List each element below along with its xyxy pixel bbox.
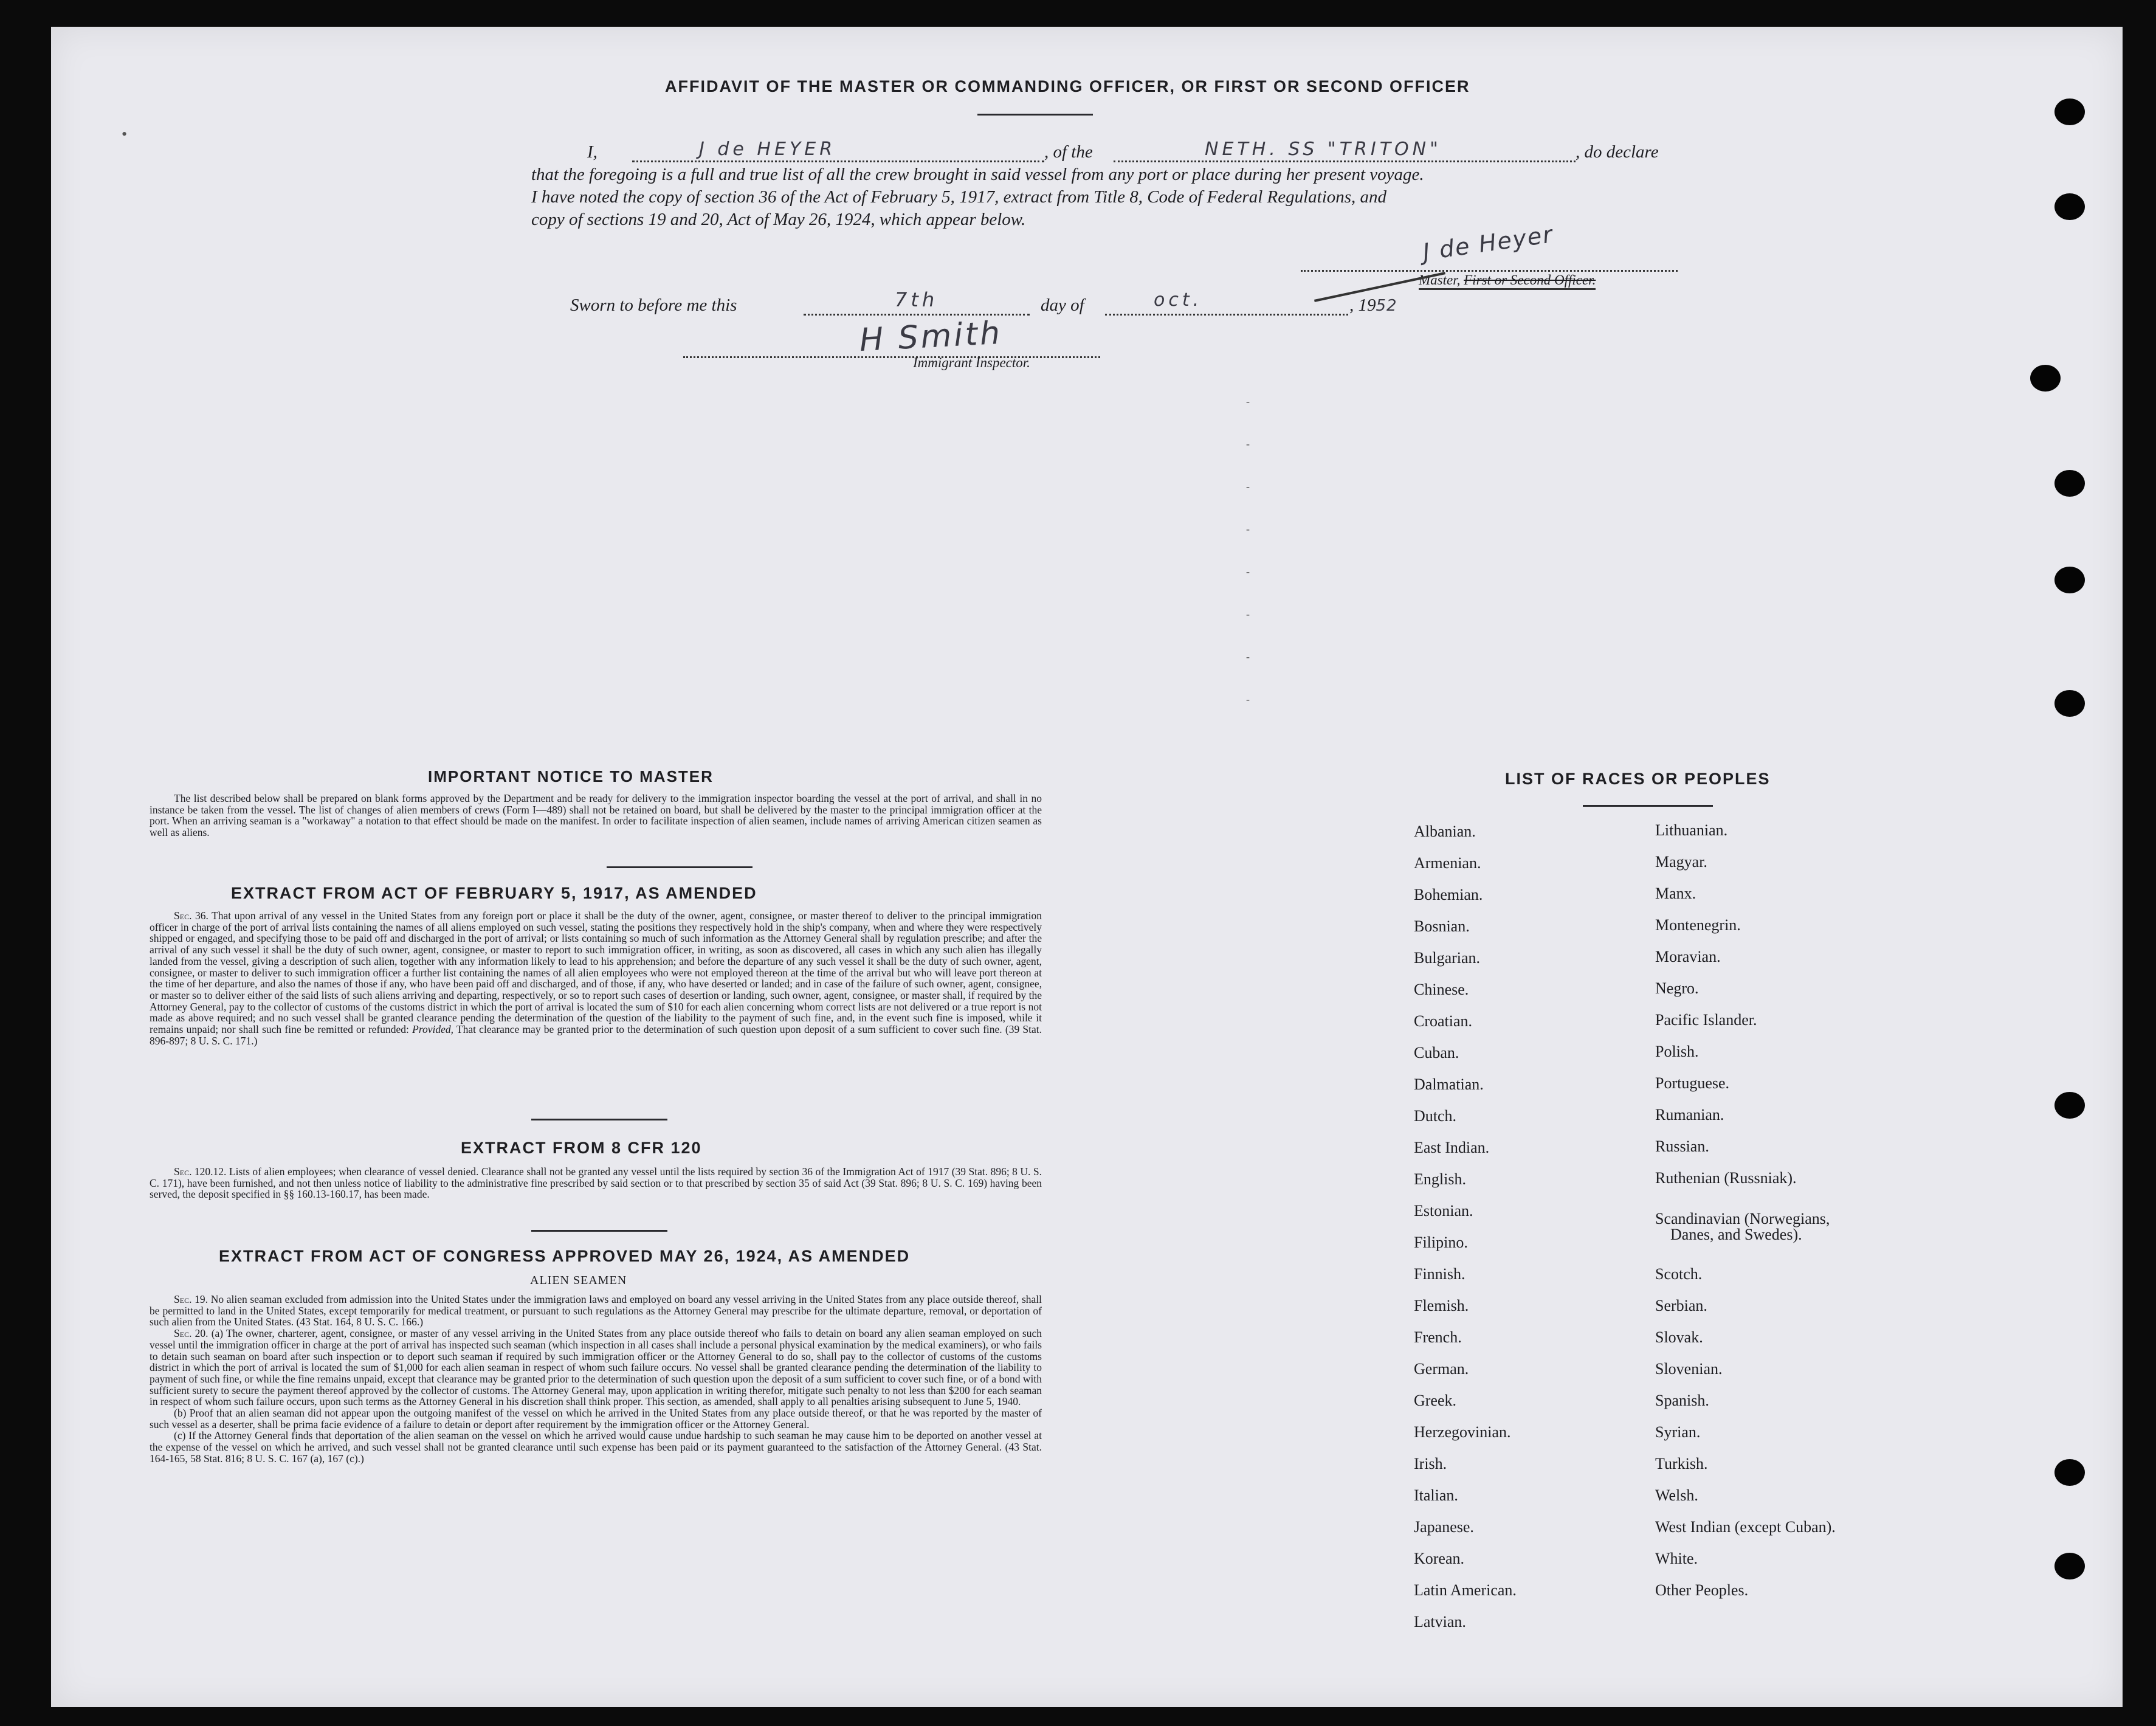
- i-label: I,: [587, 142, 598, 162]
- race-item: Spanish.: [1655, 1392, 1709, 1409]
- race-item: White.: [1655, 1550, 1698, 1567]
- race-item: Scandinavian (Norwegians,: [1655, 1210, 1830, 1227]
- inspector-caption: Immigrant Inspector.: [913, 355, 1030, 370]
- notice-text: [150, 793, 1042, 838]
- race-item: Flemish.: [1414, 1297, 1469, 1314]
- race-item: Polish.: [1655, 1043, 1699, 1060]
- race-item: Portuguese.: [1655, 1074, 1730, 1092]
- race-item: German.: [1414, 1360, 1469, 1378]
- inspector-signature-line: [683, 344, 1100, 358]
- scan-mark: -: [1246, 395, 1250, 407]
- punch-hole: [2054, 567, 2085, 593]
- race-item: East Indian.: [1414, 1139, 1490, 1156]
- race-item: Korean.: [1414, 1550, 1465, 1567]
- sworn-day-field: [804, 288, 1030, 316]
- race-item: Dalmatian.: [1414, 1075, 1484, 1093]
- master-caption: [1419, 272, 1596, 290]
- race-item: Turkish.: [1655, 1455, 1708, 1472]
- scan-mark: -: [1246, 608, 1250, 620]
- scan-mark: -: [1246, 693, 1250, 705]
- race-item: Negro.: [1655, 979, 1699, 997]
- punch-hole: [2054, 470, 2085, 497]
- extract-1917-title: EXTRACT FROM ACT OF FEBRUARY 5, 1917, AS AMENDED: [231, 884, 757, 902]
- race-item: Japanese.: [1414, 1518, 1474, 1536]
- punch-hole: [2054, 690, 2085, 717]
- sec-120-12-label: Sec. 120.12.: [174, 1165, 227, 1178]
- alien-seamen-subtitle: ALIEN SEAMEN: [530, 1274, 627, 1287]
- year-prefix: , 19: [1349, 295, 1376, 315]
- race-item: Bulgarian.: [1414, 949, 1481, 967]
- race-item: Danes, and Swedes).: [1670, 1226, 1802, 1243]
- extract-1917-text: [150, 910, 1042, 1046]
- vessel-name: NETH. SS "TRITON": [1205, 139, 1442, 160]
- sworn-day: 7th: [895, 288, 939, 311]
- races-title: LIST OF RACES OR PEOPLES: [1505, 770, 1771, 788]
- race-item: Other Peoples.: [1655, 1581, 1749, 1599]
- extract-cfr-title: EXTRACT FROM 8 CFR 120: [461, 1139, 702, 1157]
- race-item: Latvian.: [1414, 1613, 1466, 1631]
- race-item: Greek.: [1414, 1392, 1457, 1409]
- scan-mark: -: [1246, 651, 1250, 663]
- race-item: Herzegovinian.: [1414, 1423, 1511, 1441]
- race-item: Irish.: [1414, 1455, 1447, 1472]
- race-item: Slovenian.: [1655, 1360, 1723, 1378]
- race-item: Russian.: [1655, 1137, 1709, 1155]
- race-item: Scotch.: [1655, 1265, 1703, 1283]
- sec-20c-body: (c) If the Attorney General finds that deportation of the alien seaman on the vessel on which he arrived would cause undue hardship to such seaman he may cause him to be deported on another vessel at the expense of the vessel on which he arrived, and such vessel shall not be granted clearance until such expense has been paid or its payment guaranteed to the satisfaction of the Attorney General. (43 Stat. 164-165, 58 Stat. 816; 8 U. S. C. 167 (a), 167 (c).): [150, 1429, 1042, 1465]
- extract-1924-title: EXTRACT FROM ACT OF CONGRESS APPROVED MAY 26, 1924, AS AMENDED: [219, 1247, 911, 1265]
- race-item: Lithuanian.: [1655, 821, 1728, 839]
- race-item: Slovak.: [1655, 1328, 1703, 1346]
- extract-cfr-text: [150, 1166, 1042, 1200]
- sec-36-tail: That clearance may be granted prior to the determination of such question upon deposit of a sum sufficient to cover such fine. (39 Stat. 896-897; 8 U. S. C. 171.): [150, 1023, 1042, 1047]
- declaration-line-4: copy of sections 19 and 20, Act of May 26, 1924, which appear below.: [531, 210, 1026, 229]
- master-caption-kept: Master,: [1419, 272, 1464, 288]
- punch-hole: [2054, 193, 2085, 220]
- punch-hole: [2054, 98, 2085, 125]
- declaration-line-3: I have noted the copy of section 36 of the Act of February 5, 1917, extract from Title 8, Code of Federal Regulations, and: [531, 187, 1387, 207]
- punch-hole: [2054, 1553, 2085, 1579]
- race-item: Finnish.: [1414, 1265, 1465, 1283]
- notice-paragraph: The list described below shall be prepared on blank forms approved by the Department and be ready for delivery to the immigration inspector boarding the vessel at the port of arrival, and shall in no instance be taken from the vessel. The list of changes of alien members of crews (Form I—489) shall not be retained on board, but shall be delivered by the master to the principal immigration officer at the port. When an arriving seaman is a "workaway" a notation to that effect should be made on the manifest. In order to facilitate inspection of alien seamen, include names of arriving American citizen seamen as well as aliens.: [150, 792, 1042, 839]
- year-suffix: 52: [1376, 297, 1397, 315]
- notice-title: IMPORTANT NOTICE TO MASTER: [428, 767, 714, 785]
- race-item: Bosnian.: [1414, 917, 1470, 935]
- affidavit-title: AFFIDAVIT OF THE MASTER OR COMMANDING OFFICER, OR FIRST OR SECOND OFFICER: [665, 77, 1470, 95]
- sec-19-body: No alien seaman excluded from admission into the United States under the immigration laws and employed on board any vessel arriving in the United States from any place outside thereof, shall be permitted to land in the United States, except temporarily for medical treatment, or pursuant to such regulations as the Attorney General may prescribe for the ultimate departure, removal, or deportation of such alien from the United States. (43 Stat. 164, 8 U. S. C. 166.): [150, 1293, 1042, 1328]
- day-of-label: day of: [1041, 295, 1084, 315]
- sec-20-label: Sec. 20.: [174, 1327, 208, 1340]
- sec-19-label: Sec. 19.: [174, 1293, 208, 1305]
- race-item: English.: [1414, 1170, 1466, 1188]
- proviso-word: Provided,: [412, 1023, 453, 1036]
- race-item: Croatian.: [1414, 1012, 1473, 1030]
- title-rule: [977, 114, 1093, 116]
- sec-120-12-body: Lists of alien employees; when clearance of vessel denied. Clearance shall not be granted any vessel until the lists required by section 36 of the Immigration Act of 1917 (39 Stat. 896; 8 U. S. C. 171), have been furnished, and not then unless notice of liability to the administrative fine prescribed by said section or to that prescribed by section 35 of said Act (39 Stat. 896; 8 U. S. C. 169) having been served, the deposit specified in §§ 160.13-160.17, has been made.: [150, 1165, 1042, 1201]
- inspector-signature: H Smith: [858, 314, 1004, 359]
- do-declare-label: , do declare: [1576, 142, 1659, 162]
- races-rule: [1583, 805, 1713, 807]
- race-item: Magyar.: [1655, 853, 1707, 871]
- sworn-month: oct.: [1154, 289, 1203, 311]
- notice-rule: [607, 866, 753, 868]
- race-item: Bohemian.: [1414, 886, 1483, 903]
- declaration-line-2: that the foregoing is a full and true list of all the crew brought in said vessel from any port or place during her present voyage.: [531, 165, 1424, 184]
- race-item: Chinese.: [1414, 981, 1469, 998]
- declaration-line-1: [587, 142, 598, 162]
- race-item: Syrian.: [1655, 1423, 1701, 1441]
- race-item: Latin American.: [1414, 1581, 1517, 1599]
- of-the-label: , of the: [1044, 142, 1093, 162]
- race-item: Italian.: [1414, 1486, 1458, 1504]
- punch-hole: [2054, 1092, 2085, 1119]
- extract-1924-text: [150, 1294, 1042, 1465]
- extract-1917-rule: [531, 1119, 667, 1120]
- sec-20a-body: (a) The owner, charterer, agent, consignee, or master of any vessel arriving in the United States from any place outside thereof who fails to detain on board any alien seaman employed on such vessel until the immigration officer in charge at the port of arrival has inspected such seaman (which inspection in all cases shall include a personal physical examination by the medical examiners), or who fails to detain such seaman on board after such inspection or to deport such seaman if required by such immigration officer or the Attorney General to do so, shall pay to the collector of customs of the customs district in which the port of arrival is located the sum of $1,000 for each alien seaman in respect of whom such failure occurs. No vessel shall be granted clearance pending the determination of the liability to payment of such fine, or while the fine remains unpaid, except that clearance may be granted prior to the determination of such question upon the deposit of a sum sufficient to cover such fine, or of a bond with sufficient surety to secure the payment thereof approved by the collector of customs. The Attorney General may, upon application in writing therefor, mitigate such penalty to not less than $200 for each seaman in respect of whom such failure occurs, upon such terms as the Attorney General in his discretion shall think proper. This section, as amended, shall apply to all penalties arising subsequent to June 5, 1940.: [150, 1327, 1042, 1408]
- master-caption-struck: First or Second Officer.: [1464, 272, 1596, 288]
- vessel-field: [1114, 139, 1576, 162]
- race-item: Welsh.: [1655, 1486, 1698, 1504]
- sec-20b-body: (b) Proof that an alien seaman did not appear upon the outgoing manifest of the vessel on which he arrived in the United States from any place outside thereof, or that he was reported by the master of such vessel as a deserter, shall be prima facie evidence of a failure to detain or deport after requirement by the immigration officer or the Attorney General.: [150, 1407, 1042, 1431]
- punch-hole: [2054, 1459, 2085, 1486]
- race-item: Rumanian.: [1655, 1106, 1724, 1124]
- scan-mark: -: [1246, 438, 1250, 450]
- race-item: Filipino.: [1414, 1234, 1468, 1251]
- sec-36-body: That upon arrival of any vessel in the United States from any foreign port or place it shall be the duty of the owner, agent, consignee, or master thereof to deliver to the principal immigration officer in charge of the port of arrival lists containing the names of all aliens employed on such vessel, stating the positions they respectively hold in the ship's company, when and where they were respectively shipped or engaged, and specifying those to be paid off and discharged in the port of arrival; or lists containing so much of such information as the Attorney General shall by regulation prescribe; and after the arrival of any such vessel it shall be the duty of such owner, agent, consignee, or master to report to such immigration officer, in writing, as soon as discovered, all cases in which any such alien has illegally landed from the vessel, giving a description of such alien, together with any information likely to lead to his apprehension; and before the departure of any such vessel it shall be the duty of such owner, agent, consignee, or master to deliver to such immigration officer a further list containing the names of all alien employees who were not employed thereon at the time of the arrival but who will leave port thereon at the time of her departure, and also the names of those if any, who have been paid off and discharged, and of those, if any, who have deserted or landed; and in case of the failure of such owner, agent, consignee, or master so to deliver either of the said lists of such aliens arriving and departing, respectively, or so to report such cases of desertion or landing, such owner, agent, consignee, or master shall, if required by the Attorney General, pay to the collector of customs of the customs district in which the port of arrival is located the sum of $10 for each alien concerning whom correct lists are not delivered or a true report is not made as above required; and no such vessel shall be granted clearance pending the determination of the question of the liability to the payment of such fine, and, in the event such fine is imposed, while it remains unpaid; nor shall such fine be remitted or refunded:: [150, 910, 1042, 1036]
- sec-36-label: Sec. 36.: [174, 910, 208, 922]
- race-item: Ruthenian (Russniak).: [1655, 1169, 1797, 1187]
- year-field: [1349, 295, 1397, 316]
- master-name: J de HEYER: [699, 139, 836, 160]
- race-item: Pacific Islander.: [1655, 1011, 1757, 1029]
- race-item: Albanian.: [1414, 823, 1476, 840]
- race-item: West Indian (except Cuban).: [1655, 1518, 1836, 1536]
- race-item: Dutch.: [1414, 1107, 1457, 1125]
- scan-mark: •: [122, 125, 128, 143]
- race-item: Serbian.: [1655, 1297, 1707, 1314]
- race-item: Armenian.: [1414, 854, 1481, 872]
- race-item: Manx.: [1655, 885, 1696, 902]
- race-item: Montenegrin.: [1655, 916, 1741, 934]
- sworn-label: Sworn to before me this: [570, 295, 737, 315]
- name-field: [632, 139, 1044, 162]
- race-item: French.: [1414, 1328, 1462, 1346]
- race-item: Estonian.: [1414, 1202, 1473, 1220]
- punch-hole: [2030, 365, 2061, 392]
- master-signature-line: [1301, 258, 1678, 272]
- race-item: Cuban.: [1414, 1044, 1459, 1061]
- race-item: Moravian.: [1655, 948, 1721, 965]
- scan-mark: -: [1246, 565, 1250, 578]
- scan-mark: -: [1246, 523, 1250, 535]
- master-signature: J de Heyer: [1421, 221, 1555, 266]
- scan-mark: -: [1246, 480, 1250, 492]
- sworn-month-field: [1105, 289, 1348, 316]
- extract-cfr-rule: [531, 1230, 667, 1232]
